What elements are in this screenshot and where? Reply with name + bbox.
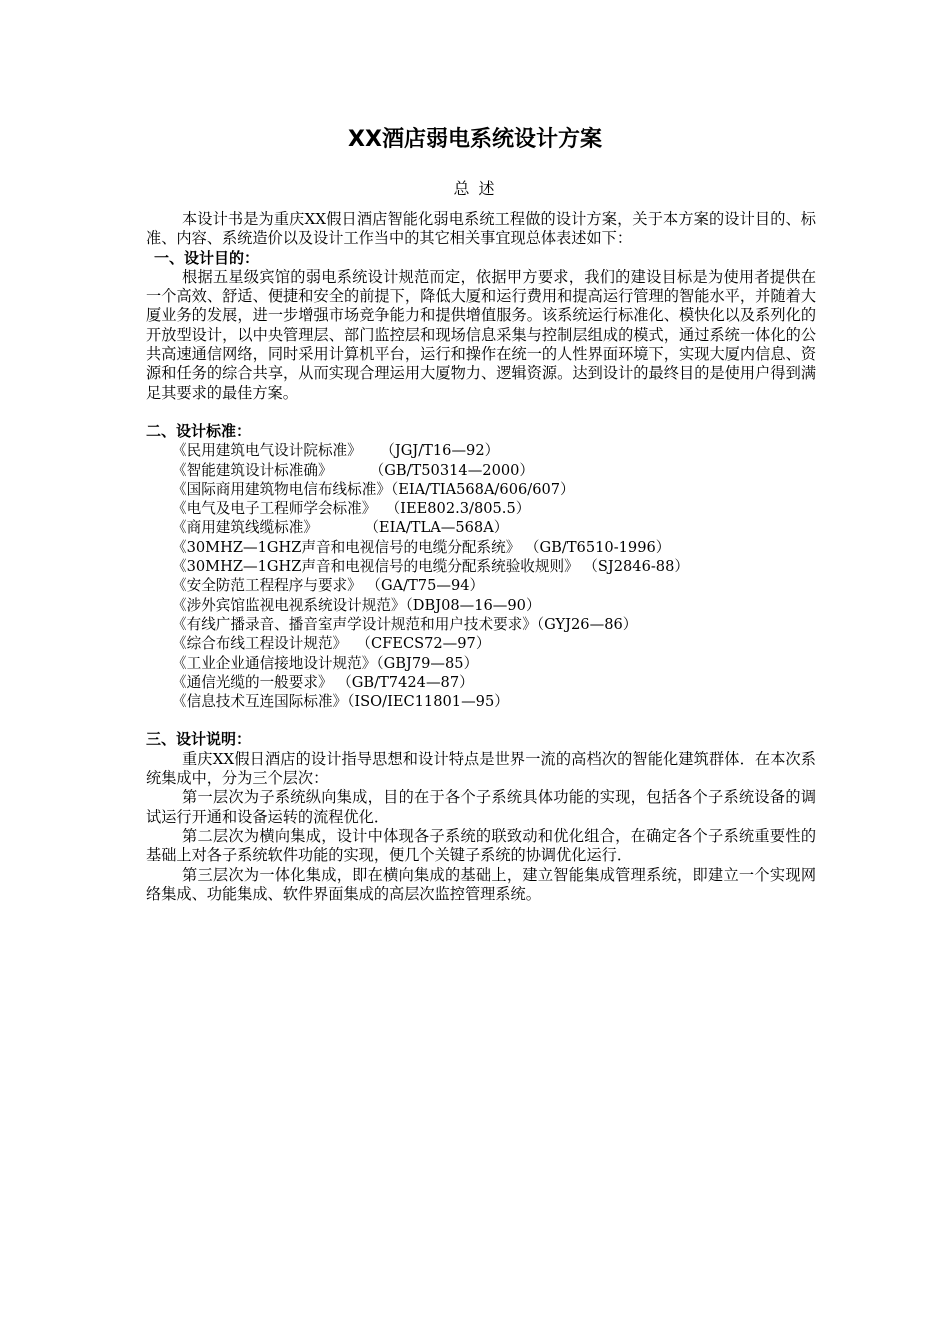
standard-item: 《涉外宾馆监视电视系统设计规范》（DBJ08—16—90） xyxy=(172,596,541,614)
standards-list xyxy=(146,441,816,711)
purpose-paragraph: 根据五星级宾馆的弱电系统设计规范而定，依据甲方要求，我们的建设目标是为使用者提供在一个高效、舒适、便捷和安全的前提下，降低大厦和运行费用和提高运行管理的智能水平，并随着大厦业务的发展，进一步增强市场竞争能力和提供增值服务。该系统运行标准化、模快化以及系列化的开放型设计，以中央管理层、部门监控层和现场信息采集与控制层组成的模式，通过系统一体化的公共高速通信网络，同时采用计算机平台，运行和操作在统一的人性界面环境下，实现大厦内信息、资源和任务的综合共享，从而实现合理运用大厦物力、逻辑资源。达到设计的最终目的是使用户得到满足其要求的最佳方案。 xyxy=(146,267,816,402)
standard-item: 《民用建筑电气设计院标准》 （JGJ/T16—92） xyxy=(172,442,500,460)
description-paragraph: 第三层次为一体化集成，即在横向集成的基础上，建立智能集成管理系统，即建立一个实现网络集成、功能集成、软件界面集成的高层次监控管理系统。 xyxy=(146,865,816,903)
spacer xyxy=(146,403,816,422)
document-body xyxy=(146,210,816,904)
intro-paragraph: 本设计书是为重庆XX假日酒店智能化弱电系统工程做的设计方案，关于本方案的设计目的、标准、内容、系统造价以及设计工作当中的其它相关事宜现总体表述如下： xyxy=(146,210,816,248)
description-paragraph: 第一层次为子系统纵向集成，目的在于各个子系统具体功能的实现，包括各个子系统设备的调试运行开通和设备运转的流程优化． xyxy=(146,788,816,826)
document-subtitle: 总 述 xyxy=(453,179,497,198)
standard-item: 《综合布线工程设计规范》 （CFECS72—97） xyxy=(172,635,491,653)
section-heading-purpose: 一、设计目的： xyxy=(154,248,260,267)
description-paragraph: 第二层次为横向集成，设计中体现各子系统的联致动和优化组合，在确定各个子系统重要性的基础上对各子系统软件功能的实现，便几个关键子系统的协调优化运行． xyxy=(146,826,816,865)
standard-item: 《通信光缆的一般要求》 （GB/T7424—87） xyxy=(172,673,474,691)
standard-item: 《商用建筑线缆标准》 （EIA/TLA—568A） xyxy=(172,519,509,537)
standard-item: 《安全防范工程程序与要求》 （GA/T75—94） xyxy=(172,577,485,595)
standard-item: 《智能建筑设计标准确》 （GB/T50314—2000） xyxy=(172,461,535,479)
standard-item: 《30MHZ—1GHZ声音和电视信号的电缆分配系统验收规则》 （SJ2846-88） xyxy=(172,558,689,576)
section-heading-description: 三、设计说明： xyxy=(146,730,252,749)
standard-item: 《国际商用建筑物电信布线标准》（EIA/TIA568A/606/607） xyxy=(172,480,575,498)
standard-item: 《有线广播录音、播音室声学设计规范和用户技术要求》（GYJ26—86） xyxy=(172,615,638,633)
spacer xyxy=(146,711,816,730)
description-paragraph: 重庆XX假日酒店的设计指导思想和设计特点是世界一流的高档次的智能化建筑群体．在本次系统集成中，分为三个层次： xyxy=(146,749,816,788)
section-heading-standards: 二、设计标准： xyxy=(146,421,252,440)
standard-item: 《工业企业通信接地设计规范》（GBJ79—85） xyxy=(172,654,479,672)
standard-item: 《信息技术互连国际标准》（ISO/IEC11801—95） xyxy=(172,693,509,711)
document-title: XX酒店弱电系统设计方案 xyxy=(348,127,602,152)
standard-item: 《30MHZ—1GHZ声音和电视信号的电缆分配系统》 （GB/T6510-1996） xyxy=(172,538,671,556)
standard-item: 《电气及电子工程师学会标准》 （IEE802.3/805.5） xyxy=(172,500,531,518)
